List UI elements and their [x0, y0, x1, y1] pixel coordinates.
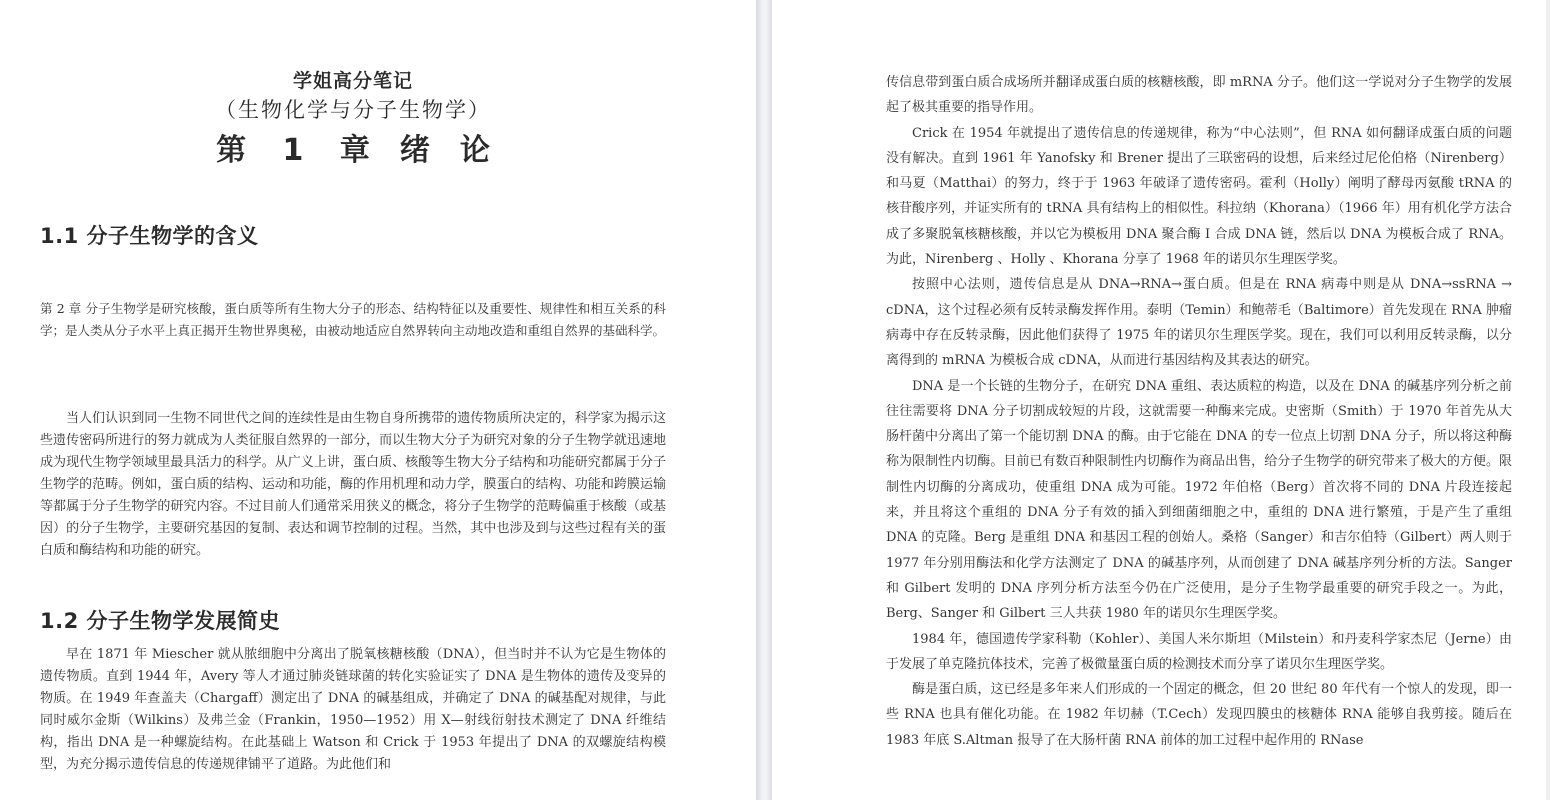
intro-paragraph: 当人们认识到同一生物不同世代之间的连续性是由生物自身所携带的遗传物质所决定的，科学家为揭示这些遗传密码所进行的努力就成为人类征服自然界的一部分，而以生物大分子为研究对象的分子生物学就迅速地成为现代生物学领域里最具活力的科学。从广义上讲，蛋白质、核酸等生物大分子结构和功能研究都属于分子生物学的范畴。例如，蛋白质的结构、运动和功能，酶的作用机理和动力学，膜蛋白的结构、功能和跨膜运输等都属于分子生物学的研究内容。不过目前人们通常采用狭义的概念，将分子生物学的范畴偏重于核酸（或基因）的分子生物学，主要研究基因的复制、表达和调节控制的过程。当然，其中也涉及到与这些过程有关的蛋白质和酶结构和功能的研究。 — [40, 411, 666, 558]
section-heading-1-2: 1.2 分子生物学发展简史 — [40, 609, 281, 633]
paragraph-monoclonal-antibody: 1984 年，德国遗传学家科勒（Kohler）、美国人米尔斯坦（Milstein）和丹麦科学家杰尼（Jerne）由于发展了单克隆抗体技术，完善了极微量蛋白质的检测技术而分享了诺贝尔生理医学奖。 — [886, 631, 1512, 672]
paragraph-central-dogma: Crick 在 1954 年就提出了遗传信息的传递规律，称为“中心法则”，但 RNA 如何翻译成蛋白质的问题没有解决。直到 1961 年 Yanofsky 和 Brener 提出了三联密码的设想，后来经过尼伦伯格（Nirenberg）和马夏（Matthai）的努力，终于于 1963 年破译了遗传密码。霍利（Holly）阐明了酵母丙氨酸 tRNA 的核苷酸序列，并证实所有的 tRNA 具有结构上的相似性。科拉纳（Khorana）（1966 年）用有机化学方法合成了多聚脱氧核糖核酸，并以它为模板用 DNA 聚合酶 Ⅰ 合成 DNA 链，然后以 DNA 为模板合成了 RNA。为此，Nirenberg 、Holly 、Khorana 分享了 1968 年的诺贝尔生理医学奖。 — [886, 125, 1512, 268]
chapter-title: 第 1 章 绪 论 — [216, 133, 490, 168]
paragraph-reverse-transcription: 按照中心法则，遗传信息是从 DNA→RNA→蛋白质。但是在 RNA 病毒中则是从 DNA→ssRNA → cDNA，这个过程必须有反转录酶发挥作用。泰明（Temin）和鲍蒂毛（Baltimore）首先发现在 RNA 肿瘤病毒中存在反转录酶，因此他们获得了 1975 年的诺贝尔生理医学奖。现在，我们可以利用反转录酶，以分离得到的 mRNA 为模板合成 cDNA，从而进行基因结构及其表达的研究。 — [886, 277, 1512, 369]
document-title: 学姐高分笔记 — [292, 70, 413, 92]
right-page-text — [886, 70, 1512, 753]
paragraph-ribozyme: 酶是蛋白质，这已经是多年来人们形成的一个固定的概念，但 20 世纪 80 年代有一个惊人的发现，即一些 RNA 也具有催化功能。在 1982 年切赫（T.Cech）发现四膜虫的核糖体 RNA 能够自我剪接。随后在 1983 年底 S.Altman 报导了在大肠杆菌 RNA 前体的加工过程中起作用的 RNase — [886, 682, 1512, 748]
page-gutter — [756, 0, 772, 800]
document-page-left — [0, 0, 756, 800]
paragraph-restriction-enzymes: DNA 是一个长链的生物分子，在研究 DNA 重组、表达质粒的构造，以及在 DNA 的碱基序列分析之前往往需要将 DNA 分子切割成较短的片段，这就需要一种酶来完成。史密斯（Smith）于 1970 年首先从大肠杆菌中分离出了第一个能切割 DNA 的酶。由于它能在 DNA 的专一位点上切割 DNA 分子，所以将这种酶称为限制性内切酶。目前已有数百种限制性内切酶作为商品出售，给分子生物学的研究带来了极大的方便。限制性内切酶的分离成功，使重组 DNA 成为可能。1972 年伯格（Berg）首次将不同的 DNA 片段连接起来，并且将这个重组的 DNA 分子有效的插入到细菌细胞之中，重组的 DNA 进行繁殖，于是产生了重组 DNA 的克隆。Berg 是重组 DNA 和基因工程的创始人。桑格（Sanger）和吉尔伯特（Gilbert）两人则于 1977 年分别用酶法和化学方法测定了 DNA 的碱基序列，从而创建了 DNA 碱基序列分析的方法。Sanger 和 Gilbert 发明的 DNA 序列分析方法至今仍在广泛使用，是分子生物学最重要的研究手段之一。为此，Berg、Sanger 和 Gilbert 三人共获 1980 年的诺贝尔生理医学奖。 — [886, 378, 1512, 622]
history-paragraph: 早在 1871 年 Miescher 就从脓细胞中分离出了脱氧核糖核酸（DNA），但当时并不认为它是生物体的遗传物质。直到 1944 年，Avery 等人才通过肺炎链球菌的转化实验证实了 DNA 是生物体的遗传及变异的物质。在 1949 年查盖夫（Chargaff）测定出了 DNA 的碱基组成，并确定了 DNA 的碱基配对规律，与此同时威尔金斯（Wilkins）及弗兰金（Frankin，1950—1952）用 X—射线衍射技术测定了 DNA 纤维结构，指出 DNA 是一种螺旋结构。在此基础上 Watson 和 Crick 于 1953 年提出了 DNA 的双螺旋结构模型，为充分揭示遗传信息的传递规律铺平了道路。为此他们和 — [40, 647, 666, 772]
scrollbar-track[interactable] — [1546, 0, 1550, 800]
document-page-right — [772, 0, 1550, 800]
paragraph-continuation: 传信息带到蛋白质合成场所并翻译成蛋白质的核糖核酸，即 mRNA 分子。他们这一学说对分子生物学的发展起了极其重要的指导作用。 — [886, 75, 1512, 116]
document-subtitle: （生物化学与分子生物学） — [215, 98, 491, 122]
definition-paragraph: 第 2 章 分子生物学是研究核酸，蛋白质等所有生物大分子的形态、结构特征以及重要性、规律性和相互关系的科学；是人类从分子水平上真正揭开生物世界奥秘，由被动地适应自然界转向主动地改造和重组自然界的基础科学。 — [40, 301, 666, 338]
section-heading-1-1: 1.1 分子生物学的含义 — [40, 224, 259, 248]
